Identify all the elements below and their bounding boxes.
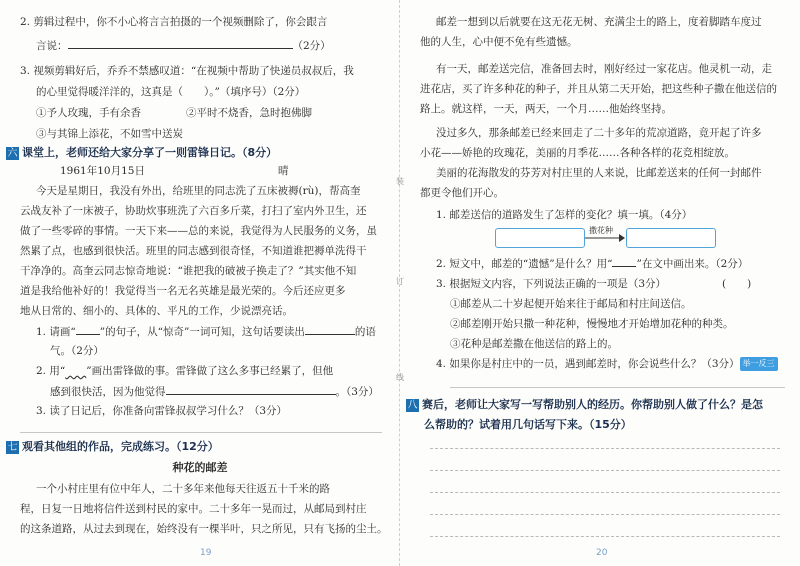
q4-answer-line[interactable]	[450, 387, 785, 388]
rq2-part-a: 2. 短文中，邮差的“遗憾”是什么？用“	[436, 258, 613, 270]
story-title: 种花的邮差	[172, 461, 228, 474]
right-opt-c: ③花种是邮差撒在他送信的路上的。	[450, 338, 618, 350]
q2b-blank[interactable]	[166, 384, 336, 395]
page-number-right: 20	[596, 548, 608, 558]
q1-part-a: 1. 请画“	[36, 326, 76, 338]
right-q1: 1. 邮差送信的道路发生了怎样的变化？填一填。（4分）	[436, 209, 693, 221]
option-3: ③与其锦上添花，不如雪中送炭	[36, 128, 183, 140]
q2b-part-a: 2. 用“	[36, 365, 66, 377]
section-8-badge: 八	[407, 399, 418, 411]
answer-line[interactable]	[20, 432, 382, 433]
story-r9: 都更令他们开心。	[420, 187, 504, 199]
q2b-part-c: 感到很快活，因为他觉得	[50, 386, 166, 398]
q2b-score: 。（3分）	[335, 386, 379, 398]
section-6-title: 课堂上，老师还给大家分享了一则雷锋日记。（8分）	[22, 146, 278, 159]
section-8-title-1: 赛后，老师让大家写一写帮助别人的经历。你帮助别人做了什么？是怎	[422, 398, 763, 411]
story-line2: 程，日复一日地将信件送到村民的家中。二十多年一晃而过，从邮局到村庄	[20, 503, 367, 515]
before-road-box[interactable]	[495, 228, 585, 248]
q2b-part-b: ”画出雷锋做的事。雷锋做了这么多事已经累了，但他	[86, 365, 334, 377]
diary-weather: 晴	[278, 165, 289, 177]
story-line1: 一个小村庄里有位中年人，二十多年来他每天往返五十千米的路	[36, 483, 330, 495]
q2-answer-blank[interactable]	[68, 38, 293, 49]
section-6-heading	[6, 146, 277, 160]
line-symbol-2	[612, 256, 636, 267]
q1-blank[interactable]	[305, 324, 355, 335]
tag-badge: 举一反三	[740, 357, 778, 371]
diary-q1-line2: 气。（2分）	[50, 345, 104, 357]
writing-line-5[interactable]	[430, 536, 780, 537]
right-q2	[436, 256, 748, 271]
q2-score: （2分）	[292, 40, 331, 52]
diary-q2-line1	[36, 364, 333, 378]
story-r8: 美丽的花海散发的芬芳对村庄里的人来说，比邮差送来的任何一封邮件	[436, 167, 762, 179]
diary-p3: 做了一些零碎的事情。一天下来——总的来说，我觉得为人民服务的义务，虽	[20, 225, 377, 237]
spine-char-1: 装	[396, 177, 404, 186]
diary-p7: 地从日常的、细小的、具体的、平凡的工作，少说漂亮话。	[20, 305, 293, 317]
diary-q1-line1	[36, 324, 376, 339]
page-number-left: 19	[200, 548, 212, 558]
spine-char-3: 线	[396, 373, 404, 382]
right-q3: 3. 根据短文内容，下列说法正确的一项是（3分）	[436, 278, 667, 290]
writing-line-4[interactable]	[430, 514, 780, 515]
story-r7: 小花——娇艳的玫瑰花，美丽的月季花……各种各样的花竞相绽放。	[420, 147, 735, 159]
section-7-title: 观看其他组的作品，完成练习。（12分）	[22, 440, 219, 453]
option-1: ①予人玫瑰，手有余香	[36, 107, 141, 119]
writing-line-2[interactable]	[430, 470, 780, 471]
q3-line1: 3. 视频剪辑好后，乔乔不禁感叹道：“在视频中帮助了快递员叔叔后，我	[20, 65, 354, 77]
q2-label: 言说：	[36, 40, 68, 52]
section-8-title-2: 么帮助的？试着用几句话写下来。（15分）	[424, 418, 632, 431]
story-r3: 有一天，邮差送完信，准备回去时，刚好经过一家花店。他灵机一动，走	[436, 63, 772, 75]
diary-p6: 道是我给他补好的！我觉得当一名无名英雄是最光荣的。今后还应更多	[20, 285, 346, 297]
right-page	[400, 0, 800, 566]
section-7-badge: 七	[7, 441, 18, 453]
rq4-text: 4. 如果你是村庄中的一员，遇到邮差时，你会说些什么？（3分）	[436, 358, 740, 370]
q1-part-b: ”的句子，从“惊奇”一词可知，这句话要读出	[99, 326, 305, 338]
writing-line-3[interactable]	[430, 492, 780, 493]
diary-q3: 3. 读了日记后，你准备向雷锋叔叔学习什么？（3分）	[36, 405, 288, 417]
rq2-part-b: ”在文中画出来。（2分）	[636, 258, 749, 270]
spine-char-2: 订	[396, 277, 404, 286]
diary-p4: 然累了点，也感到很快活。班里的同志感到很奇怪，不知道谁把褥单洗得干	[20, 245, 367, 257]
diary-p1: 今天是星期日，我没有外出，给班里的同志洗了五床被褥(rù)，帮高奎	[36, 185, 361, 197]
option-2: ②平时不烧香，急时抱佛脚	[186, 107, 312, 119]
wavy-symbol	[65, 365, 86, 377]
story-r2: 他的人生，心中便不免有些遗憾。	[420, 36, 578, 48]
section-7-heading	[6, 440, 219, 454]
diary-p2: 云战友补了一床被子，协助炊事班洗了六百多斤菜，打扫了室内外卫生，还	[20, 205, 367, 217]
q2-line1: 2. 剪辑过程中，你不小心将言言拍摄的一个视频删除了，你会跟言	[20, 16, 328, 28]
writing-line-1[interactable]	[430, 448, 780, 449]
right-opt-a: ①邮差从二十岁起便开始来往于邮局和村庄间送信。	[450, 298, 692, 310]
story-r6: 没过多久，那条邮差已经来回走了二十多年的荒凉道路，竟开起了许多	[436, 127, 762, 139]
after-road-box[interactable]	[626, 228, 716, 248]
story-r1: 邮差一想到以后就要在这无花无树、充满尘土的路上，度着脚踏车度过	[436, 16, 762, 28]
story-line3: 的这条道路，从过去到现在，始终没有一棵半叶，只之所见，只有飞扬的尘土。	[20, 523, 388, 535]
line-symbol	[76, 324, 100, 335]
q3-line2: 的心里觉得暖洋洋的，这真是（ ）。”（填序号）（2分）	[36, 86, 306, 98]
section-8-heading	[406, 398, 776, 412]
q2-line2	[36, 38, 331, 53]
right-opt-b: ②邮差刚开始只撒一种花种，慢慢地才开始增加花种的种类。	[450, 318, 734, 330]
diary-date: 1961年10月15日	[60, 165, 145, 177]
arrow-label: 撒花种	[589, 226, 613, 235]
right-q4	[436, 357, 778, 371]
section-6-badge: 六	[7, 147, 18, 159]
q1-part-c: 的语	[354, 326, 376, 338]
right-q3-paren[interactable]: ( )	[722, 278, 752, 290]
diary-p5: 干净净的。高奎云同志惊奇地说：“谁把我的破被子换走了？”其实他不知	[20, 265, 357, 277]
diary-q2-line2	[50, 384, 379, 399]
story-r5: 路上。就这样，一天，两天，一个月……他始终坚持。	[420, 103, 672, 115]
story-r4: 进花店，买了许多种花的种子，并且从第二天开始，把这些种子撒在他送信的	[420, 83, 777, 95]
